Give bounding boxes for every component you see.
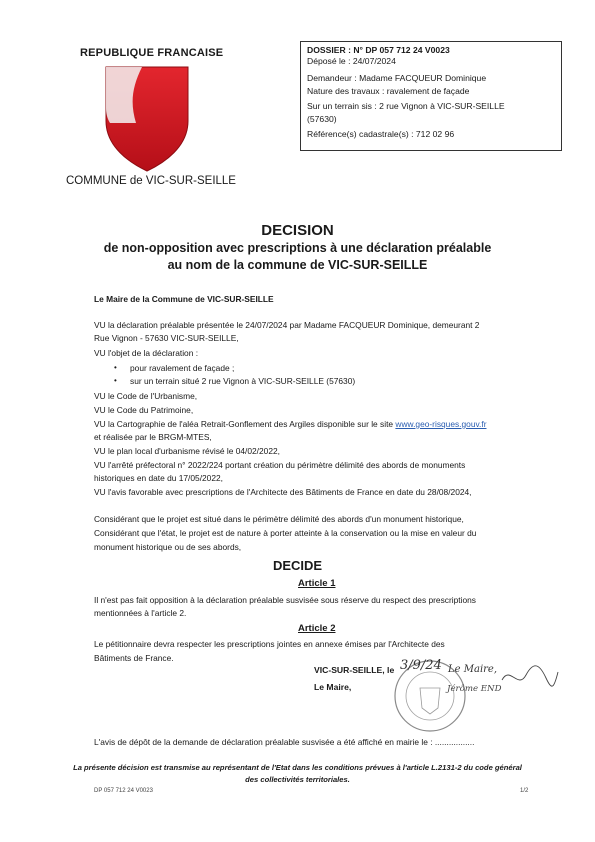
objet-item-ravalement: pour ravalement de façade ;: [130, 363, 235, 373]
bullet-icon: •: [114, 376, 117, 385]
dossier-terrain: Sur un terrain sis : 2 rue Vignon à VIC-SUR-SEILLE: [307, 101, 505, 111]
page-number: 1/2: [520, 788, 529, 794]
signature-place: VIC-SUR-SEILLE, le: [314, 665, 395, 675]
bullet-icon: •: [114, 363, 117, 372]
republic-label: REPUBLIQUE FRANCAISE: [80, 47, 224, 59]
visa-code-urbanisme: VU le Code de l'Urbanisme,: [94, 391, 198, 401]
visa-cartographie-text: VU la Cartographie de l'aléa Retrait-Gonflement des Argiles disponible sur le site: [94, 419, 394, 429]
footer-line-2: des collectivités territoriales.: [245, 775, 350, 784]
visa-plu: VU le plan local d'urbanisme révisé le 04/02/2022,: [94, 446, 280, 456]
signature-maire-handwritten: Le Maire,: [448, 664, 498, 675]
article-2-heading: Article 2: [298, 623, 336, 634]
signature-name-handwritten: Jérôme END: [447, 684, 502, 694]
intro-maire: Le Maire de la Commune de VIC-SUR-SEILLE: [94, 294, 274, 304]
decision-subtitle-1: de non-opposition avec prescriptions à une déclaration préalable: [103, 241, 492, 255]
bottom-reference: DP 057 712 24 V0023: [94, 788, 153, 794]
considerant-atteinte-suite: monument historique ou de ses abords,: [94, 542, 242, 552]
dossier-cadastre: Référence(s) cadastrale(s) : 712 02 96: [307, 129, 455, 139]
dossier-postcode: (57630): [307, 114, 337, 124]
article-2-line-1: Le pétitionnaire devra respecter les prescriptions jointes en annexe émises par l'Architecte des: [94, 639, 445, 649]
dossier-nature: Nature des travaux : ravalement de façade: [307, 86, 470, 96]
article-1-line-1: Il n'est pas fait opposition à la déclaration préalable susvisée sous réserve du respect des prescriptions: [94, 595, 476, 605]
visa-code-patrimoine: VU le Code du Patrimoine,: [94, 405, 194, 415]
considerant-perimetre: Considérant que le projet est situé dans le périmètre délimité des abords d'un monument historique,: [94, 514, 464, 524]
article-1-heading: Article 1: [298, 578, 336, 589]
visa-arrete: VU l'arrêté préfectoral n° 2022/224 portant création du périmètre délimité des abords de monuments: [94, 460, 466, 470]
dossier-number: DOSSIER : N° DP 057 712 24 V0023: [307, 45, 450, 55]
signature-date-handwritten: 3/9/24: [400, 658, 442, 673]
georisques-link[interactable]: www.geo-risques.gouv.fr: [395, 419, 487, 429]
visa-arrete-date: historiques en date du 17/05/2022,: [94, 473, 223, 483]
dossier-date: Déposé le : 24/07/2024: [307, 56, 396, 66]
decision-subtitle-2: au nom de la commune de VIC-SUR-SEILLE: [167, 258, 428, 272]
visa-avis-abf: VU l'avis favorable avec prescriptions de l'Architecte des Bâtiments de France en date du 28/08/2024,: [94, 487, 472, 497]
visa-cartographie: [94, 419, 486, 430]
footer-line-1: La présente décision est transmise au représentant de l'Etat dans les conditions prévues à l'article L.2131-2 du code général: [73, 763, 522, 772]
visa-objet: VU l'objet de la déclaration :: [94, 348, 199, 358]
visa-declaration-address: Rue Vignon - 57630 VIC-SUR-SEILLE,: [94, 333, 239, 343]
decide-heading: DECIDE: [272, 558, 323, 573]
handwritten-signature: [500, 660, 560, 695]
visa-declaration: VU la déclaration préalable présentée le 24/07/2024 par Madame FACQUEUR Dominique, demeurant 2: [94, 320, 480, 330]
dossier-applicant: Demandeur : Madame FACQUEUR Dominique: [307, 73, 487, 83]
commune-label: COMMUNE de VIC-SUR-SEILLE: [66, 175, 236, 187]
article-1-line-2: mentionnées à l'article 2.: [94, 608, 187, 618]
objet-item-terrain: sur un terrain situé 2 rue Vignon à VIC-SUR-SEILLE (57630): [130, 376, 356, 386]
signature-maire-label: Le Maire,: [314, 682, 352, 692]
visa-cartographie-brgm: et réalisée par le BRGM-MTES,: [94, 432, 212, 442]
affichage-line: L'avis de dépôt de la demande de déclaration préalable susvisée a été affiché en mairie le : .................: [94, 737, 475, 747]
article-2-line-2: Bâtiments de France.: [94, 653, 174, 663]
decision-title: DECISION: [261, 222, 334, 239]
shield-emblem: [102, 63, 192, 173]
considerant-atteinte: Considérant que l'état, le projet est de nature à porter atteinte à la conservation ou la mise en valeur du: [94, 528, 477, 538]
